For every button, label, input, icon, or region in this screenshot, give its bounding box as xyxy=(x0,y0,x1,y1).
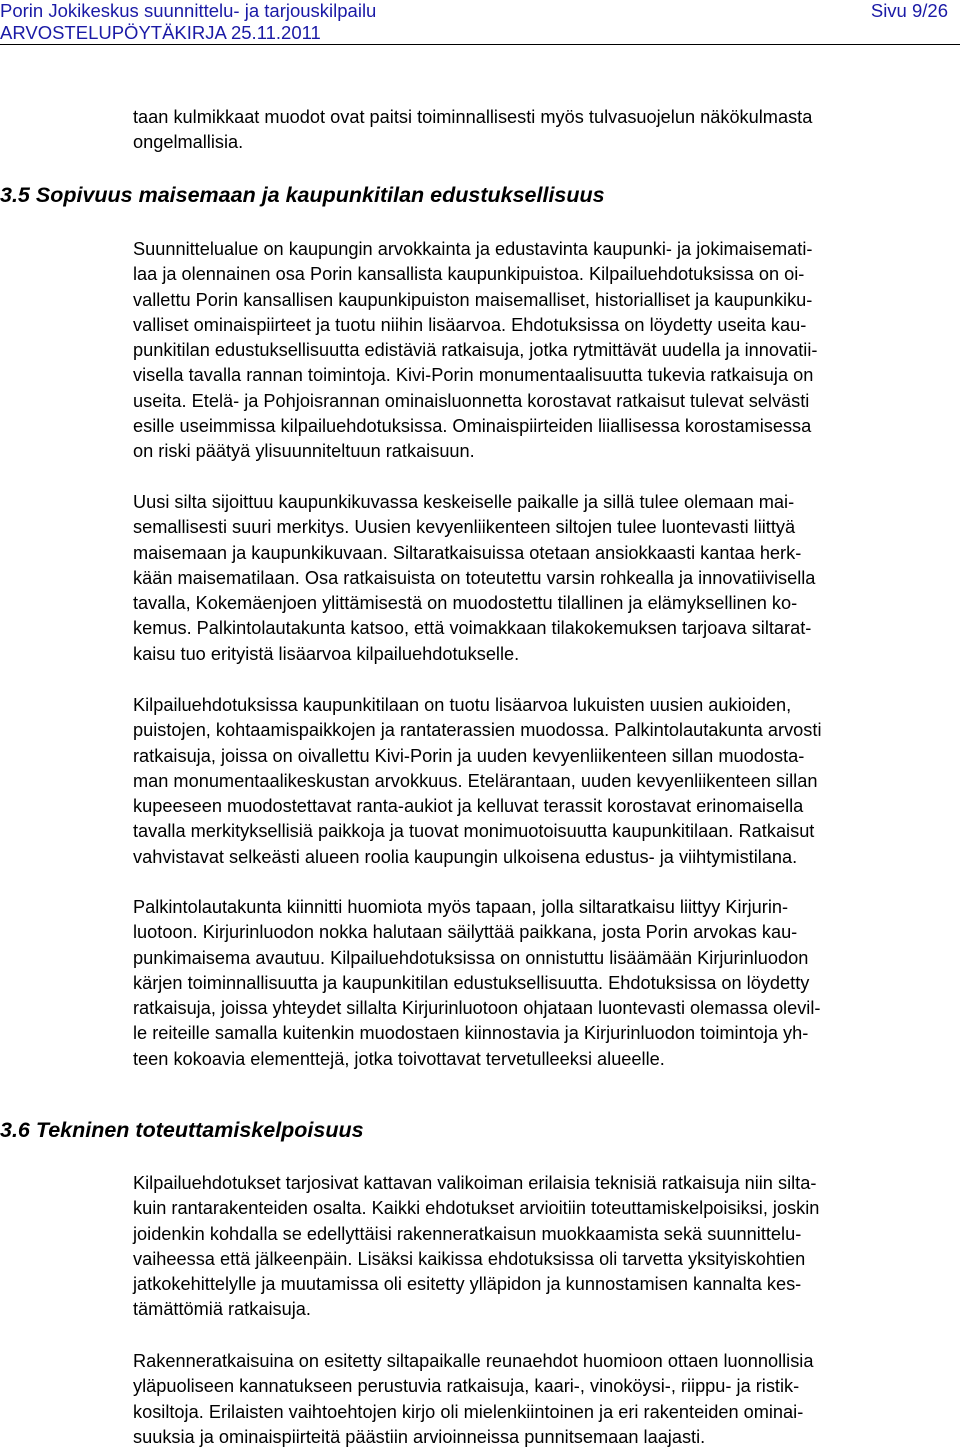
paragraph xyxy=(133,237,953,465)
text-line: ratkaisuja, joissa on oivallettu Kivi-Porin ja uuden kevyenliikenteen sillan muodosta- xyxy=(133,745,805,766)
text-line: Rakenneratkaisuina on esitetty siltapaikalle reunaehdot huomioon ottaen luonnollisia xyxy=(133,1351,814,1371)
paragraph xyxy=(133,895,953,1072)
text-line: esille useimmissa kilpailuehdotuksissa. Ominaispiirteiden liiallisessa korostamisessa xyxy=(133,416,812,437)
text-line: teen kokoavia elementtejä, jotka toivottavat tervetulleeksi alueelle. xyxy=(133,1048,665,1069)
page-number: Sivu 9/26 xyxy=(870,0,948,21)
text-line: Kilpailuehdotuksissa kaupunkitilaan on tuotu lisäarvoa lukuisten uusien aukioiden, xyxy=(133,695,792,715)
text-line: vallettu Porin kansallisen kaupunkipuiston maisemalliset, historialliset ja kaupunkiku- xyxy=(133,289,813,310)
text-line: Palkintolautakunta kiinnitti huomiota myös tapaan, jolla siltaratkaisu liittyy Kirjurin- xyxy=(133,897,789,917)
paragraph xyxy=(133,105,953,156)
paragraph xyxy=(133,693,953,870)
text-line: yläpuoliseen kannatukseen perustuvia ratkaisuja, kaari-, vinoköysi-, riippu- ja ristik- xyxy=(133,1376,800,1397)
text-line: on riski päätyä ylisuunniteltuun ratkaisuun. xyxy=(133,441,475,462)
section-heading: 3.5 Sopivuus maisemaan ja kaupunkitilan edustuksellisuus xyxy=(0,183,605,207)
text-line: Kilpailuehdotukset tarjosivat kattavan valikoiman erilaisia teknisiä ratkaisuja niin silta- xyxy=(133,1173,817,1193)
text-line: kuin rantarakenteiden osalta. Kaikki ehdotukset arvioitiin toteuttamiskelpoisiksi, joskin xyxy=(133,1198,820,1219)
section-heading: 3.6 Tekninen toteuttamiskelpoisuus xyxy=(0,1118,364,1142)
text-line: jatkokehittelylle ja muutamissa oli esitetty ylläpidon ja kunnostamisen kannalta kes- xyxy=(133,1274,802,1295)
text-line: le reiteille samalla kuitenkin muodostaen kiinnostavia ja Kirjurinluodon toimintoja yh- xyxy=(133,1023,809,1044)
text-line: joidenkin kohdalla se edellyttäisi rakenneratkaisun muokkaamista sekä suunnittelu- xyxy=(133,1223,802,1244)
text-line: kään maisematilaan. Osa ratkaisuista on toteutettu varsin rohkealla ja innovatiivisella xyxy=(133,567,816,588)
text-line: suuksia ja ominaispiirteitä päästiin arvioinneissa punnitsemaan laajasti. xyxy=(133,1426,706,1447)
text-line: Suunnittelualue on kaupungin arvokkainta ja edustavinta kaupunki- ja jokimaisemati- xyxy=(133,239,813,259)
document-title: Porin Jokikeskus suunnittelu- ja tarjouskilpailu xyxy=(0,0,377,21)
document-subtitle: ARVOSTELUPÖYTÄKIRJA 25.11.2011 xyxy=(0,22,321,43)
text-line: vaiheessa että jälkeenpäin. Lisäksi kaikissa ehdotuksissa oli tarvetta yksityiskohtien xyxy=(133,1248,806,1269)
text-line: Uusi silta sijoittuu kaupunkikuvassa keskeiselle paikalle ja sillä tulee olemaan mai- xyxy=(133,492,795,512)
text-line: semallisesti suuri merkitys. Uusien kevyenliikenteen siltojen tulee luontevasti liittyä xyxy=(133,517,796,538)
text-line: maisemaan ja kaupunkikuvaan. Siltaratkaisuissa otetaan ansiokkaasti kantaa herk- xyxy=(133,542,802,563)
text-line: kosiltoja. Erilaisten vaihtoehtojen kirjo oli mielenkiintoinen ja eri rakenteiden ominai- xyxy=(133,1401,804,1422)
text-line: ratkaisuja, joissa yhteydet sillalta Kirjurinluotoon ohjataan luontevasti olemassa olevil- xyxy=(133,998,821,1019)
text-line: vahvistavat selkeästi alueen roolia kaupungin ulkoisena edustus- ja viihtymistilana. xyxy=(133,846,798,867)
text-line: punkitilan edustuksellisuutta edistäviä ratkaisuja, jotka rytmittävät uudella ja innovatii- xyxy=(133,340,818,361)
paragraph xyxy=(133,1171,953,1323)
paragraph xyxy=(133,490,953,667)
text-line: kärjen toiminnallisuutta ja kaupunkitilan edustuksellisuutta. Ehdotuksissa on löydetty xyxy=(133,972,810,993)
text-line: ongelmallisia. xyxy=(133,132,244,153)
text-line: valliset ominaispiirteet ja tuotu niihin lisäarvoa. Ehdotuksissa on löydetty useita kau- xyxy=(133,314,807,335)
page-header xyxy=(0,0,960,45)
text-line: laa ja olennainen osa Porin kansallista kaupunkipuistoa. Kilpailuehdotuksissa on oi- xyxy=(133,264,805,285)
text-line: kemus. Palkintolautakunta katsoo, että voimakkaan tilakokemuksen tarjoava siltarat- xyxy=(133,618,812,639)
text-line: tavalla, Kokemäenjoen ylittämisestä on muodostettu tilallinen ja elämyksellinen ko- xyxy=(133,593,798,614)
paragraph xyxy=(133,1349,953,1450)
text-line: man monumentaalikeskustan arvokkuus. Etelärantaan, uuden kevyenliikenteen sillan xyxy=(133,770,818,791)
text-line: taan kulmikkaat muodot ovat paitsi toiminnallisesti myös tulvasuojelun näkökulmasta xyxy=(133,107,813,127)
text-line: tavalla merkityksellisiä paikkoja ja tuovat monimuotoisuutta kaupunkitilaan. Ratkaisut xyxy=(133,821,815,842)
text-line: kupeeseen muodostettavat ranta-aukiot ja kelluvat terassit korostavat erinomaisella xyxy=(133,796,804,817)
text-line: visella tavalla rannan toimintoja. Kivi-Porin monumentaalisuutta tukevia ratkaisuja on xyxy=(133,365,814,386)
text-line: useita. Etelä- ja Pohjoisrannan ominaisluonnetta korostavat ratkaisut tulevat selvästi xyxy=(133,390,810,411)
text-line: tämättömiä ratkaisuja. xyxy=(133,1299,311,1320)
text-line: puistojen, kohtaamispaikkojen ja rantaterassien muodossa. Palkintolautakunta arvosti xyxy=(133,720,822,741)
text-line: punkimaisema avautuu. Kilpailuehdotuksissa on onnistuttu lisäämään Kirjurinluodon xyxy=(133,947,809,968)
text-line: kaisu tuo erityistä lisäarvoa kilpailuehdotukselle. xyxy=(133,643,520,664)
text-line: luotoon. Kirjurinluodon nokka halutaan säilyttää paikkana, josta Porin arvokas kau- xyxy=(133,922,798,943)
